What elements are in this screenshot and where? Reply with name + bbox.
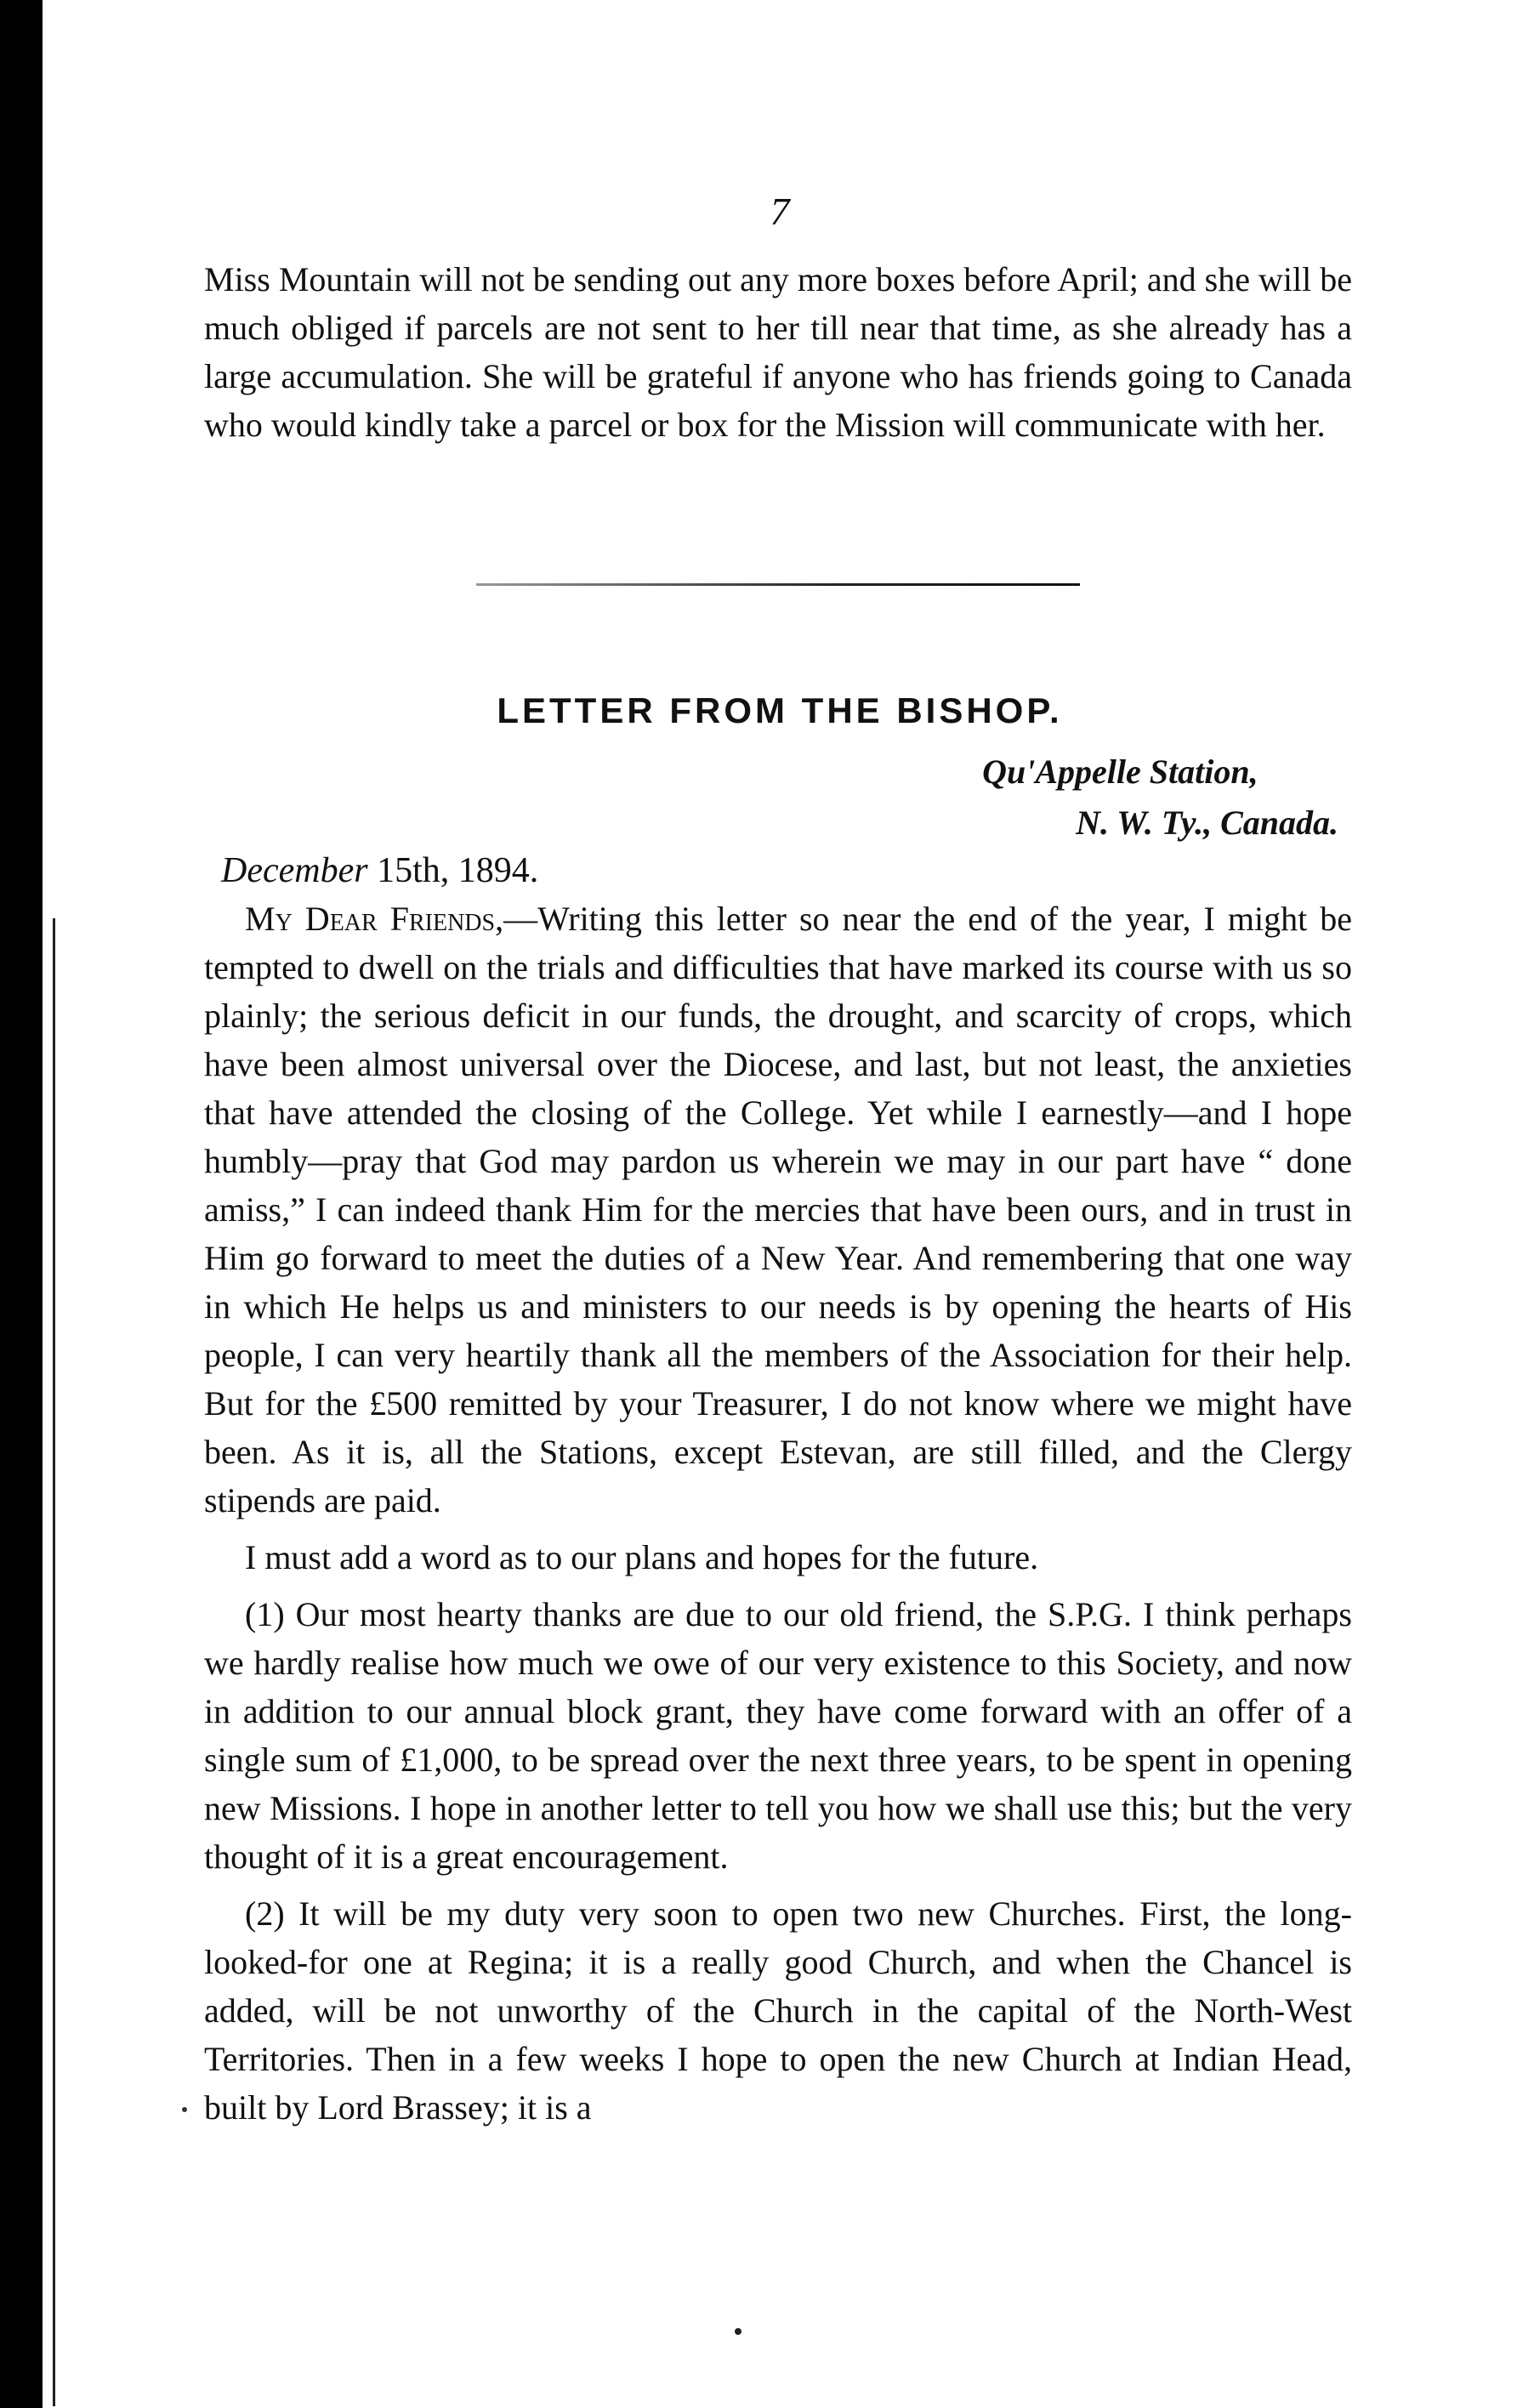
page (43, 0, 1517, 2408)
letter-paragraph-1 (204, 894, 1352, 1525)
letter-paragraph-2: I must add a word as to our plans and hopes for the future. (245, 1538, 1039, 1576)
letter-paragraph-3: (1) Our most hearty thanks are due to our old friend, the S.P.G. I think perhaps we hardly realise how much we owe of our very existence to this Society, and now in addition to our annual block grant, they have come forward with an offer of a single sum of £1,000, to be spread over the next three years, to be spent in opening new Missions. I hope in another letter to tell you how we shall use this; but the very thought of it is a great encouragement. (204, 1595, 1352, 1876)
date-month: December (221, 851, 368, 890)
section-divider (476, 583, 1080, 586)
letter-heading: LETTER FROM THE BISHOP. (497, 690, 1063, 730)
letter-date (221, 850, 538, 891)
letter-body (204, 894, 1352, 2140)
scan-speck (735, 2328, 741, 2335)
scan-margin-line (53, 918, 55, 2406)
address-line-2: N. W. Ty., Canada. (1076, 804, 1338, 842)
sender-address (982, 747, 1338, 849)
intro-paragraph: Miss Mountain will not be sending out any more boxes before April; and she will be much obliged if parcels are not sent to her till near that time, as she already has a large accumulation. She will be grateful if anyone who has friends going to Canada who would kindly take a parcel or box for the Mission will communicate with her. (204, 260, 1352, 444)
salutation: My Dear Friends, (245, 900, 504, 938)
scan-speck (182, 2107, 187, 2112)
address-line-1: Qu'Appelle Station, (982, 752, 1258, 791)
date-year: 1894. (457, 851, 539, 890)
date-day: 15th, (377, 851, 450, 890)
letter-paragraph-4: (2) It will be my duty very soon to open two new Churches. First, the long-looked-for one at Regina; it is a really good Church, and when the Chancel is added, will be not unworthy of the Church in the capital of the North-West Territories. Then in a few weeks I hope to open the new Church at Indian Head, built by Lord Brassey; it is a (204, 1894, 1352, 2127)
letter-paragraph-1-text: —Writing this letter so near the end of the year, I might be tempted to dwell on the trials and difficulties that have marked its course with us so plainly; the serious deficit in our funds, the drought, and scarcity of crops, which have been almost universal over the Diocese, and last, but not least, the anxieties that have attended the closing of the College. Yet while I earnestly—and I hope humbly—pray that God may pardon us wherein we may in our part have “ done amiss,” I can indeed thank Him for the mercies that have been ours, and in trust in Him go forward to meet the duties of a New Year. And remembering that one way in which He helps us and ministers to our needs is by opening the hearts of His people, I can very heartily thank all the members of the Association for their help. But for the £500 remitted by your Treasurer, I do not know where we might have been. As it is, all the Stations, except Estevan, are still filled, and the Clergy stipends are paid. (204, 900, 1352, 1519)
page-number: 7 (770, 190, 790, 233)
